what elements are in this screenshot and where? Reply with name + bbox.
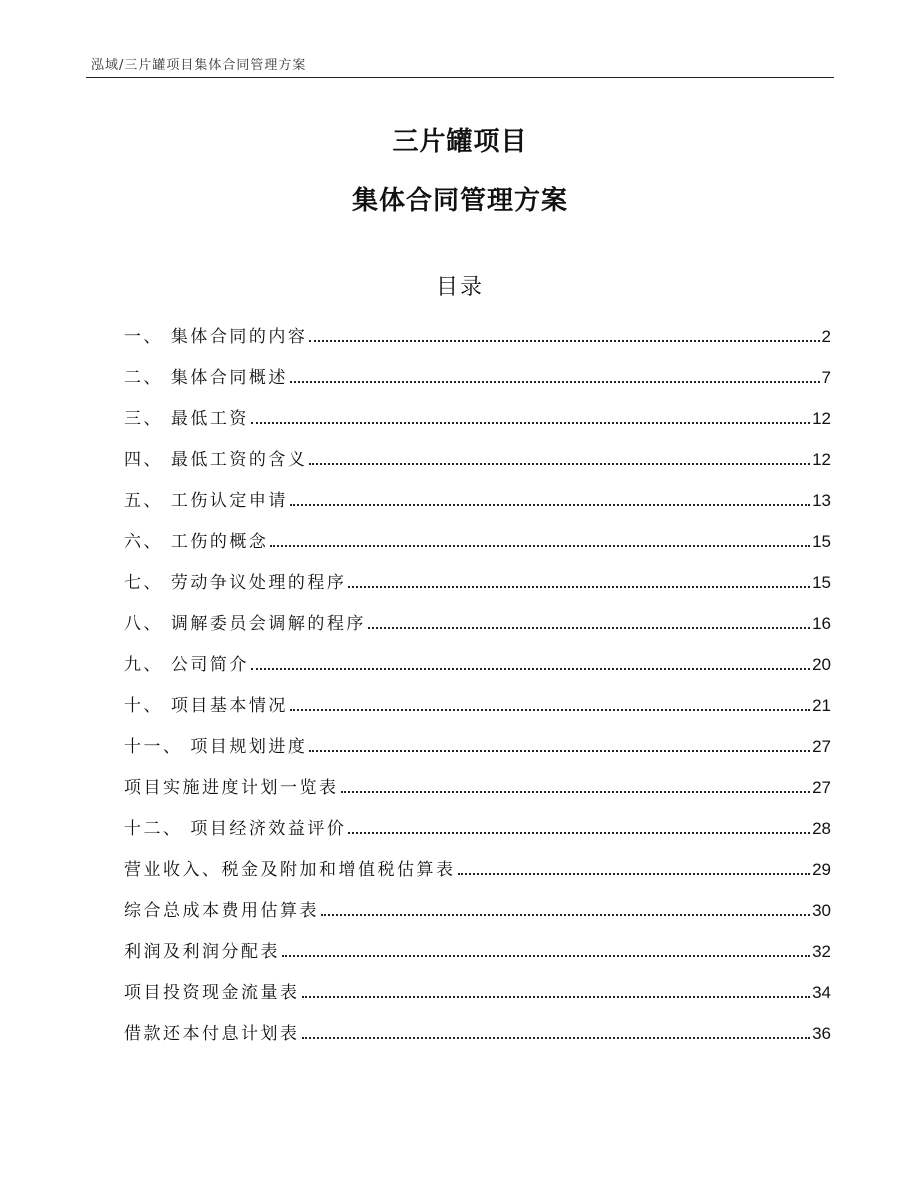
toc-entry[interactable] [124,487,831,528]
toc-leader-dots [302,1037,811,1039]
toc-entry-page-number: 32 [812,942,831,961]
toc-entry-label: 一、 集体合同的内容 [124,327,308,347]
toc-entry-label: 项目投资现金流量表 [124,983,300,1003]
toc-entry[interactable] [124,446,831,487]
toc-entry-page-number: 20 [812,655,831,674]
toc-entry[interactable] [124,897,831,938]
toc-leader-dots [341,791,811,793]
toc-entry-label: 借款还本付息计划表 [124,1024,300,1044]
toc-heading: 目录 [435,275,484,300]
toc-entry-page-number: 27 [812,778,831,797]
toc-entry-page-number: 7 [821,368,831,387]
toc-entry-label: 营业收入、税金及附加和增值税估算表 [124,860,456,880]
document-title-line-2: 集体合同管理方案 [351,186,568,216]
toc-entry-page-number: 15 [812,573,831,592]
toc-entry-label: 二、 集体合同概述 [124,368,288,388]
toc-entry[interactable] [124,774,831,815]
toc-entry-page-number: 29 [812,860,831,879]
toc-entry[interactable] [124,569,831,610]
toc-entry[interactable] [124,856,831,897]
toc-entry-label: 六、 工伤的概念 [124,532,269,552]
toc-entry[interactable] [124,323,831,364]
toc-entry[interactable] [124,1020,831,1061]
toc-entry-page-number: 21 [812,696,831,715]
document-title-line-1: 三片罐项目 [392,127,528,157]
toc-leader-dots [290,709,810,711]
toc-leader-dots [321,914,810,916]
toc-entry[interactable] [124,938,831,979]
toc-leader-dots [309,340,819,342]
toc-entry-label: 利润及利润分配表 [124,942,280,962]
toc-entry-label: 四、 最低工资的含义 [124,450,308,470]
toc-entry-page-number: 15 [812,532,831,551]
toc-entry[interactable] [124,979,831,1020]
toc-entry[interactable] [124,528,831,569]
toc-leader-dots [309,750,810,752]
toc-entry[interactable] [124,651,831,692]
toc-leader-dots [309,463,810,465]
toc-entry-label: 八、 调解委员会调解的程序 [124,614,366,634]
toc-leader-dots [251,668,810,670]
toc-entry-label: 项目实施进度计划一览表 [124,778,339,798]
toc-entry-label: 综合总成本费用估算表 [124,901,319,921]
toc-entry-label: 十二、 项目经济效益评价 [124,819,347,839]
toc-leader-dots [251,422,810,424]
toc-leader-dots [270,545,810,547]
toc-entry-page-number: 28 [812,819,831,838]
toc-entry-page-number: 36 [812,1024,831,1043]
running-header: 泓域/三片罐项目集体合同管理方案 [91,58,307,73]
toc-leader-dots [302,996,811,998]
toc-entry[interactable] [124,815,831,856]
toc-leader-dots [368,627,810,629]
toc-leader-dots [290,504,810,506]
toc-leader-dots [290,381,820,383]
toc-entry[interactable] [124,733,831,774]
toc-leader-dots [348,832,810,834]
toc-leader-dots [348,586,810,588]
table-of-contents [124,323,831,1061]
toc-entry-page-number: 12 [812,409,831,428]
toc-entry-page-number: 16 [812,614,831,633]
toc-entry-page-number: 13 [812,491,831,510]
toc-entry[interactable] [124,610,831,651]
toc-leader-dots [282,955,810,957]
toc-entry[interactable] [124,692,831,733]
toc-entry-label: 九、 公司简介 [124,655,249,675]
toc-entry-page-number: 12 [812,450,831,469]
toc-entry-label: 十一、 项目规划进度 [124,737,308,757]
toc-entry-page-number: 30 [812,901,831,920]
toc-entry-page-number: 27 [812,737,831,756]
header-divider [86,77,834,78]
toc-entry-label: 五、 工伤认定申请 [124,491,288,511]
toc-leader-dots [458,873,811,875]
toc-entry-label: 三、 最低工资 [124,409,249,429]
toc-entry-label: 十、 项目基本情况 [124,696,288,716]
toc-entry-page-number: 2 [821,327,831,346]
toc-entry-page-number: 34 [812,983,831,1002]
toc-entry-label: 七、 劳动争议处理的程序 [124,573,347,593]
toc-entry[interactable] [124,405,831,446]
toc-entry[interactable] [124,364,831,405]
